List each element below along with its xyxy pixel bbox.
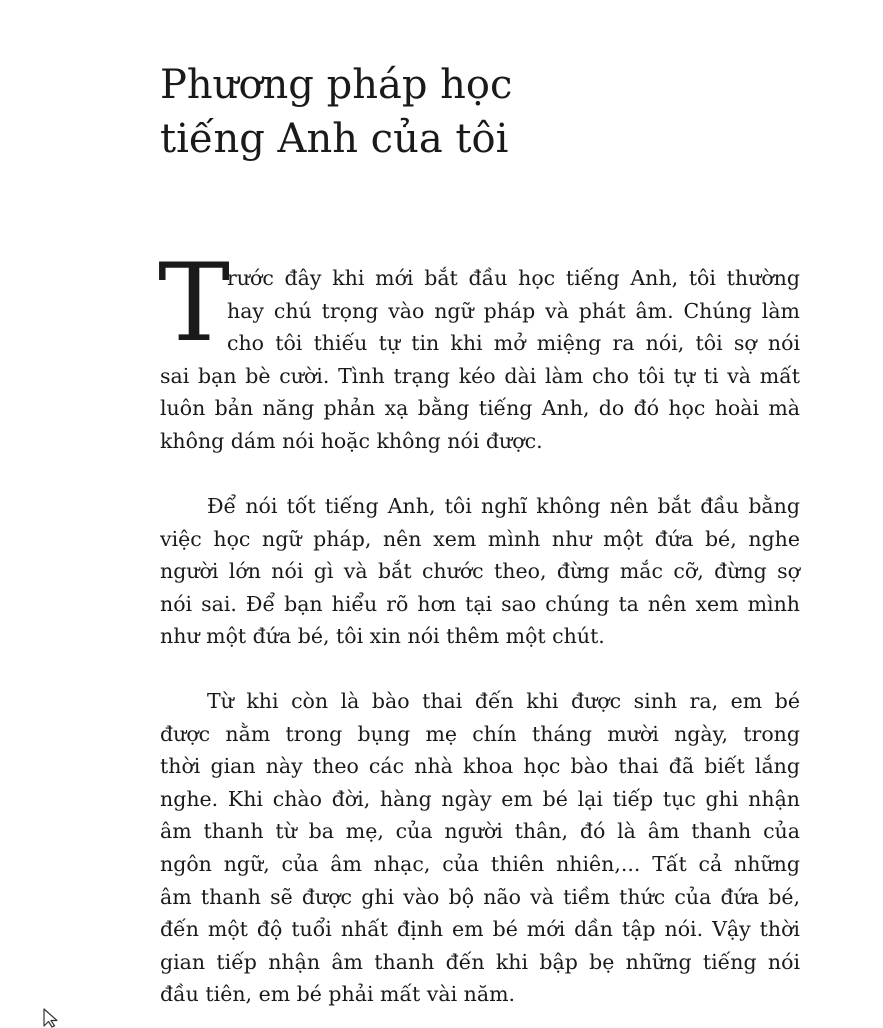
text-line: Từ khi còn là bào thai đến khi được sinh ra, em bé — [207, 689, 800, 713]
chapter-title-line: tiếng Anh của tôi — [160, 116, 509, 162]
text-line: gian tiếp nhận âm thanh đến khi bập bẹ những tiếng nói — [160, 949, 800, 974]
text-line: luôn bản năng phản xạ bằng tiếng Anh, do đó học hoài mà — [160, 396, 800, 421]
text-line: không dám nói hoặc không nói được. — [160, 428, 543, 453]
text-line: âm thanh từ ba mẹ, của người thân, đó là âm thanh của — [160, 819, 800, 844]
paragraph-3 — [160, 685, 800, 1011]
mouse-pointer-icon — [42, 1008, 62, 1028]
chapter-title — [160, 58, 800, 166]
text-line: đến một độ tuổi nhất định em bé mới dần tập nói. Vậy thời — [160, 917, 800, 942]
text-line: được nằm trong bụng mẹ chín tháng mười ngày, trong — [160, 721, 800, 746]
text-line: như một đứa bé, tôi xin nói thêm một chút. — [160, 624, 605, 649]
text-line: rước đây khi mới bắt đầu học tiếng Anh, tôi thường — [227, 266, 800, 290]
text-line: Để nói tốt tiếng Anh, tôi nghĩ không nên bắt đầu bằng — [207, 494, 800, 518]
paragraph-1 — [160, 262, 800, 458]
text-line: sai bạn bè cười. Tình trạng kéo dài làm cho tôi tự ti và mất — [160, 363, 800, 388]
text-line: người lớn nói gì và bắt chước theo, đừng mắc cỡ, đừng sợ — [160, 559, 800, 584]
text-line: ngôn ngữ, của âm nhạc, của thiên nhiên,... Tất cả những — [160, 851, 800, 876]
drop-cap-letter: T — [158, 241, 231, 366]
text-line: thời gian này theo các nhà khoa học bào thai đã biết lắng — [160, 754, 800, 779]
text-line: đầu tiên, em bé phải mất vài năm. — [160, 982, 516, 1007]
paragraph-2 — [160, 490, 800, 653]
text-line: cho tôi thiếu tự tin khi mở miệng ra nói, tôi sợ nói — [227, 331, 800, 356]
text-line: nghe. Khi chào đời, hàng ngày em bé lại tiếp tục ghi nhận — [160, 786, 800, 811]
text-line: việc học ngữ pháp, nên xem mình như một đứa bé, nghe — [160, 526, 800, 551]
text-line: nói sai. Để bạn hiểu rõ hơn tại sao chúng ta nên xem mình — [160, 591, 800, 616]
chapter-title-line: Phương pháp học — [160, 62, 513, 108]
text-line: âm thanh sẽ được ghi vào bộ não và tiềm thức của đứa bé, — [160, 884, 800, 909]
text-line: hay chú trọng vào ngữ pháp và phát âm. Chúng làm — [227, 298, 800, 323]
